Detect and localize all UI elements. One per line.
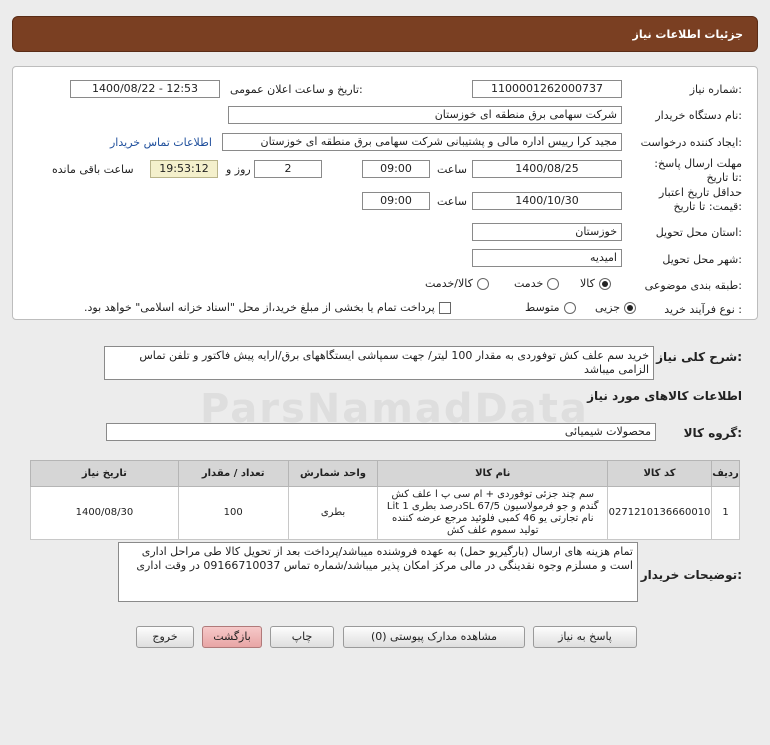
buyer-label: نام دستگاه خریدار: <box>655 109 742 122</box>
need-number-label: شماره نیاز: <box>689 83 742 96</box>
process-label: نوع فرآیند خرید : <box>664 303 742 316</box>
category-option-service[interactable]: خدمت <box>514 277 559 290</box>
cell-unit: بطری <box>288 487 378 540</box>
buyer-field: شرکت سهامی برق منطقه ای خوزستان <box>228 106 622 124</box>
column-header-code: کد کالا <box>608 461 712 487</box>
buyer-notes-label: توضیحات خریدار: <box>640 568 742 582</box>
goods-table <box>30 460 740 540</box>
radio-empty-icon <box>564 302 576 314</box>
reply-button[interactable]: پاسخ به نیاز <box>533 626 637 648</box>
radio-empty-icon <box>547 278 559 290</box>
watermark-logo: ParsNamadData <box>200 386 589 432</box>
table-row <box>31 487 740 540</box>
days-label: روز و <box>226 163 251 176</box>
exit-button[interactable]: خروج <box>136 626 194 648</box>
validity-time-field: 09:00 <box>362 192 430 210</box>
radio-selected-icon <box>624 302 636 314</box>
column-header-row: ردیف <box>712 461 740 487</box>
goods-group-field: محصولات شیمیائی <box>106 423 656 441</box>
deadline-time-field: 09:00 <box>362 160 430 178</box>
description-label: شرح کلی نیاز: <box>656 350 742 364</box>
province-field: خوزستان <box>472 223 622 241</box>
process-option-minor[interactable]: جزیی <box>595 301 636 314</box>
category-label: طبقه بندی موضوعی: <box>644 279 742 292</box>
category-option-goods-service[interactable]: کالا/خدمت <box>425 277 489 290</box>
cell-code: 0271210136660010 <box>608 487 712 540</box>
page-title: جزئیات اطلاعات نیاز <box>632 28 743 41</box>
cell-date: 1400/08/30 <box>31 487 179 540</box>
validity-label: حداقل تاریخ اعتبار قیمت: تا تاریخ: <box>658 186 742 213</box>
deadline-label: مهلت ارسال پاسخ: تا تاریخ: <box>654 157 742 184</box>
cell-name: سم چند جزئی توفوردی + ام سی پ ا علف کش گندم و جو فرمولاسیون SL 67/5درصد بطری Lit 1 نام تجارتی یو 46 کمبی فلوئید مرجع عرضه کننده تولید سموم علف کش <box>378 487 608 540</box>
deadline-date-field: 1400/08/25 <box>472 160 622 178</box>
need-number-field: 1100001262000737 <box>472 80 622 98</box>
city-label: شهر محل تحویل: <box>662 253 742 266</box>
cell-row: 1 <box>712 487 740 540</box>
checkbox-icon <box>439 302 451 314</box>
column-header-date: تاریخ نیاز <box>31 461 179 487</box>
radio-selected-icon <box>599 278 611 290</box>
treasury-payment-checkbox[interactable]: پرداخت تمام یا بخشی از مبلغ خرید،از محل "اسناد خزانه اسلامی" خواهد بود. <box>84 301 451 314</box>
creator-label: ایجاد کننده درخواست: <box>640 136 742 149</box>
validity-date-field: 1400/10/30 <box>472 192 622 210</box>
remaining-time-field: 19:53:12 <box>150 160 218 178</box>
cell-qty: 100 <box>178 487 288 540</box>
buyer-notes-text: تمام هزینه های ارسال (بارگیریو حمل) به عهده فروشنده میباشد/پرداخت بعد از تحویل کالا طی مراحل اداری است و مسلزم وجوه نقدینگی در مالی مرکز امکان پذیر میباشد/شماره تماس 09166710037 در وقت اداری <box>118 542 638 602</box>
goods-group-label: گروه کالا: <box>683 426 742 440</box>
remaining-label: ساعت باقی مانده <box>52 163 134 176</box>
city-field: امیدیه <box>472 249 622 267</box>
category-option-goods[interactable]: کالا <box>580 277 611 290</box>
radio-empty-icon <box>477 278 489 290</box>
announce-field: 1400/08/22 - 12:53 <box>70 80 220 98</box>
days-remaining-field: 2 <box>254 160 322 178</box>
column-header-unit: واحد شمارش <box>288 461 378 487</box>
buyer-contact-link[interactable]: اطلاعات تماس خریدار <box>110 136 212 149</box>
column-header-name: نام کالا <box>378 461 608 487</box>
view-attachments-button[interactable]: مشاهده مدارک پیوستی (0) <box>343 626 525 648</box>
announce-label: تاریخ و ساعت اعلان عمومی: <box>230 83 363 96</box>
back-button[interactable]: بازگشت <box>202 626 262 648</box>
process-option-medium[interactable]: متوسط <box>525 301 576 314</box>
creator-field: مجید کرا رییس اداره مالی و پشتیبانی شرکت سهامی برق منطقه ای خوزستان <box>222 133 622 151</box>
goods-section-title: اطلاعات کالاهای مورد نیاز <box>587 389 742 403</box>
description-text: خرید سم علف کش توفوردی به مقدار 100 لیتر/ جهت سمپاشی ایستگاههای برق/ارایه پیش فاکتور و تلفن تماس الزامی میباشد <box>104 346 654 380</box>
deadline-time-label: ساعت <box>437 163 467 176</box>
column-header-qty: تعداد / مقدار <box>178 461 288 487</box>
print-button[interactable]: چاپ <box>270 626 334 648</box>
province-label: استان محل تحویل: <box>655 226 742 239</box>
validity-time-label: ساعت <box>437 195 467 208</box>
table-header-row <box>31 461 740 487</box>
page-header <box>12 16 758 52</box>
